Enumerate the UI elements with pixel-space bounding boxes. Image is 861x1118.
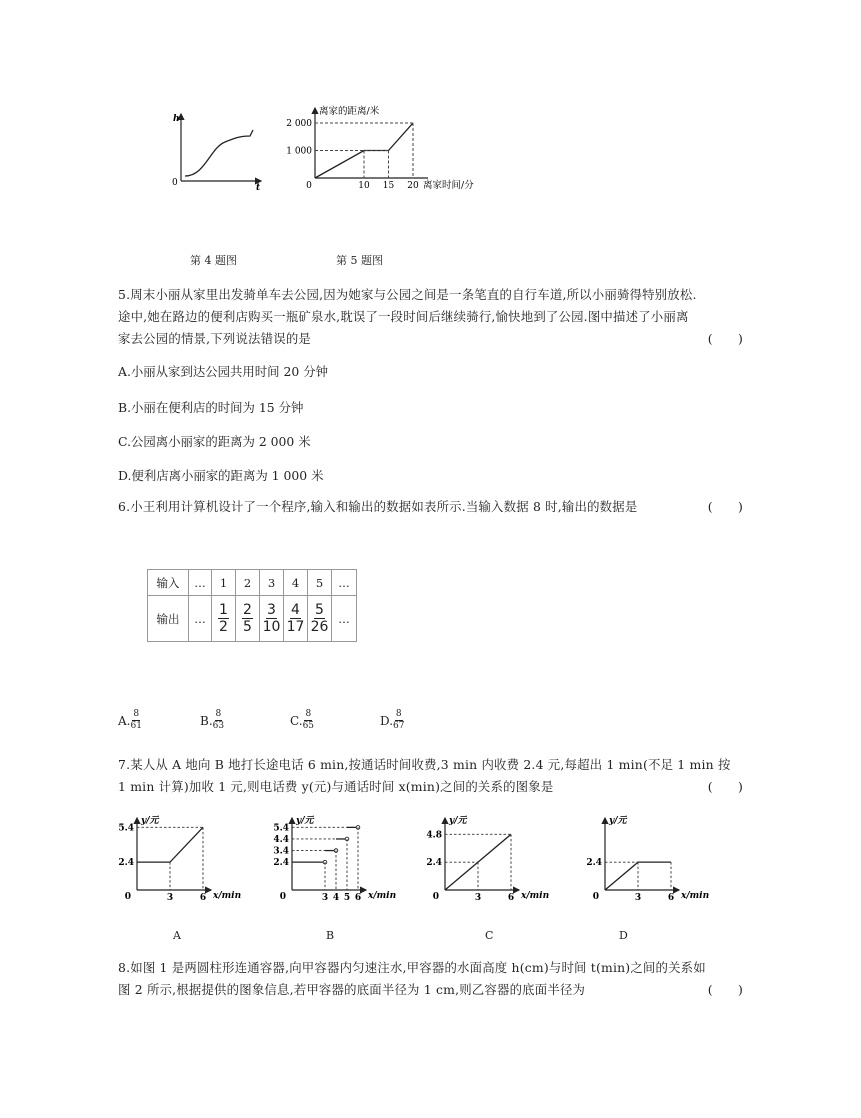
fig4-axis-x: t	[256, 183, 261, 193]
q7-graph-a	[110, 810, 245, 910]
table-input-cell: 1	[212, 570, 236, 596]
question-8	[118, 957, 743, 1001]
y-axis-label: y/元	[141, 816, 159, 826]
x-axis-label: x/min	[213, 891, 242, 901]
q8-answer-paren: ( )	[707, 982, 743, 997]
fig4-curve	[185, 130, 253, 176]
fig5-y-tick: 2 000	[286, 119, 312, 129]
fig5-x-tick: 0	[306, 181, 312, 191]
q5-answer-paren: ( )	[707, 331, 743, 346]
q7-answer-paren: ( )	[707, 779, 743, 794]
fig5-x-tick: 15	[382, 181, 395, 191]
y-tick: 5.4	[273, 823, 289, 834]
y-tick: 2.4	[118, 858, 134, 869]
question-6	[118, 496, 743, 518]
y-tick: 4.8	[426, 830, 442, 841]
figure-5-caption: 第 5 题图	[336, 254, 383, 267]
fig4-origin: 0	[172, 178, 178, 188]
question-7	[118, 754, 743, 798]
fig4-axis-y: h	[173, 114, 180, 124]
x-tick: 3	[166, 893, 174, 903]
q6-option-b: B. $\frac{8}{63}$	[200, 709, 225, 731]
fig5-ylabel: 离家的距离/米	[319, 106, 380, 117]
q7-line-2: 1 min 计算)加收 1 元,则电话费 y(元)与通话时间 x(min)之间的关系的图象是	[118, 779, 554, 794]
q5-line-1: 5.周末小丽从家里出发骑单车去公园,因为她家与公园之间是一条笔直的自行车道,所以小丽骑得特别放松.	[118, 287, 697, 302]
x-tick: 6	[199, 893, 207, 903]
table-ellipsis: …	[332, 570, 357, 596]
q5-line-2: 途中,她在路边的便利店购买一瓶矿泉水,耽误了一段时间后继续骑行,愉快地到了公园.图中描述了小丽离	[118, 309, 689, 324]
y-tick: 2.4	[586, 858, 602, 869]
q6-line-1: 6.小王利用计算机设计了一个程序,输入和输出的数据如表所示.当输入数据 8 时,输出的数据是	[118, 499, 638, 514]
q7-graph-c	[418, 810, 553, 910]
x-axis-label: x/min	[681, 891, 710, 901]
y-tick: 3.4	[273, 846, 289, 857]
table-output-cell: $\frac{3}{10}$	[260, 596, 284, 642]
q8-line-1: 8.如图 1 是两圆柱形连通容器,向甲容器内匀速注水,甲容器的水面高度 h(cm)与时间 t(min)之间的关系如	[118, 960, 706, 975]
y-tick: 2.4	[273, 858, 289, 869]
x-axis-label: x/min	[368, 891, 397, 901]
q7-label-a: A	[173, 929, 181, 942]
table-ellipsis: …	[189, 570, 212, 596]
q5-line-3: 家去公园的情景,下列说法错误的是	[118, 331, 311, 346]
fig5-x-tick: 10	[358, 181, 370, 191]
x-tick: 6	[667, 893, 675, 903]
q5-option-d: D.便利店离小丽家的距离为 1 000 米	[118, 468, 324, 483]
table-input-cell: 2	[236, 570, 260, 596]
q6-io-table	[147, 569, 357, 642]
origin-label: 0	[592, 892, 599, 902]
table-output-label: 输出	[148, 596, 189, 642]
origin-label: 0	[432, 892, 439, 902]
fig5-y-tick: 1 000	[286, 146, 312, 157]
q7-label-b: B	[326, 929, 335, 942]
figure-4-caption: 第 4 题图	[190, 254, 237, 267]
table-input-cell: 5	[308, 570, 332, 596]
q8-line-2: 图 2 所示,根据提供的图象信息,若甲容器的底面半径为 1 cm,则乙容器的底面半径为	[118, 982, 586, 997]
q5-option-c: C.公园离小丽家的距离为 2 000 米	[118, 434, 311, 449]
q7-line-1: 7.某人从 A 地向 B 地打长途电话 6 min,按通话时间收费,3 min 内收费 2.4 元,每超出 1 min(不足 1 min 按	[118, 757, 731, 772]
question-5	[118, 284, 743, 350]
q7-graph-d	[578, 810, 713, 910]
table-input-cell: 4	[284, 570, 308, 596]
table-output-cell: $\frac{4}{17}$	[284, 596, 308, 642]
table-input-cell: 3	[260, 570, 284, 596]
table-output-cell: $\frac{2}{5}$	[236, 596, 260, 642]
q7-label-d: D	[619, 929, 628, 942]
y-axis-label: y/元	[296, 816, 314, 826]
x-tick: 3	[321, 893, 329, 903]
table-output-cell: $\frac{5}{26}$	[308, 596, 332, 642]
fig5-xlabel: 离家时间/分	[423, 180, 474, 191]
q5-option-a: A.小丽从家到达公园共用时间 20 分钟	[118, 364, 328, 379]
y-axis-label: y/元	[609, 816, 627, 826]
q6-option-d: D. $\frac{8}{67}$	[380, 709, 405, 731]
x-tick: 4	[332, 893, 340, 903]
table-ellipsis: …	[189, 596, 212, 642]
x-tick: 6	[507, 893, 515, 903]
x-axis-label: x/min	[521, 891, 550, 901]
q5-option-b: B.小丽在便利店的时间为 15 分钟	[118, 400, 304, 415]
x-tick: 3	[634, 893, 642, 903]
q7-graph-b	[265, 810, 405, 910]
table-input-label: 输入	[148, 570, 189, 596]
x-tick: 5	[343, 893, 351, 903]
x-tick: 6	[354, 893, 362, 903]
origin-label: 0	[279, 892, 286, 902]
q6-option-c: C. $\frac{8}{65}$	[290, 709, 315, 731]
y-tick: 2.4	[426, 858, 442, 869]
q7-label-c: C	[485, 929, 494, 942]
figure-4-graph	[165, 108, 275, 194]
y-tick: 5.4	[118, 823, 134, 834]
origin-label: 0	[124, 892, 131, 902]
series-line	[137, 827, 203, 862]
q6-option-a: A. $\frac{8}{61}$	[118, 709, 142, 731]
figure-5-chart	[286, 100, 490, 194]
table-output-cell: $\frac{1}{2}$	[212, 596, 236, 642]
x-tick: 3	[474, 893, 482, 903]
table-ellipsis: …	[332, 596, 357, 642]
q6-answer-paren: ( )	[707, 499, 743, 514]
y-axis-label: y/元	[449, 816, 467, 826]
fig5-x-tick: 20	[407, 181, 419, 191]
y-tick: 4.4	[273, 834, 289, 845]
